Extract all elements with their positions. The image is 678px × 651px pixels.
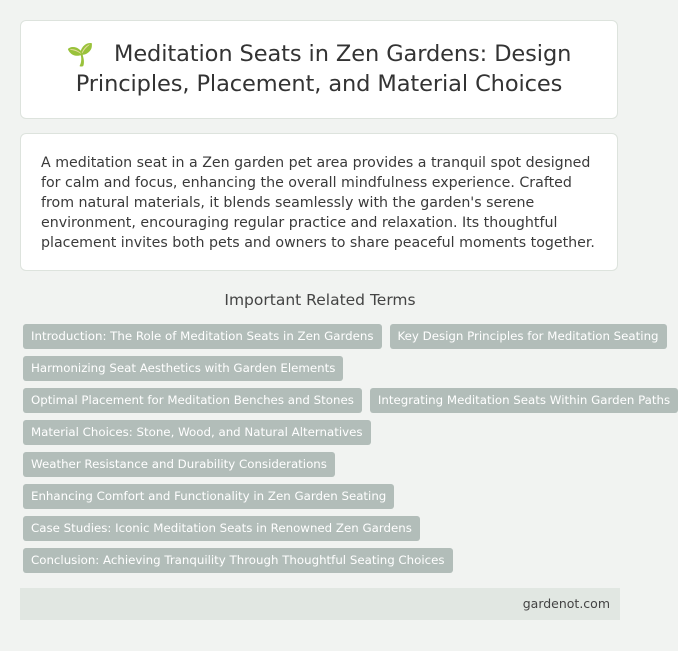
related-term-tag[interactable]: Weather Resistance and Durability Considerations bbox=[23, 452, 335, 477]
tag-row bbox=[23, 356, 623, 381]
related-term-tag[interactable]: Key Design Principles for Meditation Seating bbox=[390, 324, 667, 349]
tag-row bbox=[23, 452, 623, 477]
related-term-tag[interactable]: Integrating Meditation Seats Within Garden Paths bbox=[370, 388, 678, 413]
related-term-tag[interactable]: Case Studies: Iconic Meditation Seats in Renowned Zen Gardens bbox=[23, 516, 420, 541]
related-term-tag[interactable]: Enhancing Comfort and Functionality in Zen Garden Seating bbox=[23, 484, 394, 509]
tag-row bbox=[23, 388, 671, 413]
page-title bbox=[21, 40, 617, 99]
intro-paragraph: A meditation seat in a Zen garden pet area provides a tranquil spot designed for calm and focus, enhancing the overall mindfulness experience. Crafted from natural materials, it blends seamlessly with the garden's serene environment, encouraging regular practice and relaxation. Its thoughtful placement invites both pets and owners to share peaceful moments together. bbox=[41, 155, 595, 251]
footer-site-link[interactable]: gardenot.com bbox=[522, 596, 610, 611]
footer bbox=[20, 588, 620, 620]
related-term-tag[interactable]: Conclusion: Achieving Tranquility Through Thoughtful Seating Choices bbox=[23, 548, 453, 573]
tag-row bbox=[23, 484, 623, 509]
tag-row bbox=[23, 324, 659, 349]
title-card bbox=[20, 20, 618, 119]
related-terms-heading: Important Related Terms bbox=[224, 291, 416, 309]
page-title-text: Meditation Seats in Zen Gardens: Design Principles, Placement, and Material Choices bbox=[75, 41, 572, 97]
related-term-tag[interactable]: Material Choices: Stone, Wood, and Natural Alternatives bbox=[23, 420, 371, 445]
tag-row bbox=[23, 516, 623, 541]
intro-card bbox=[20, 133, 618, 271]
related-term-tag[interactable]: Optimal Placement for Meditation Benches and Stones bbox=[23, 388, 362, 413]
seedling-icon: 🌱 bbox=[66, 43, 94, 68]
related-term-tag[interactable]: Harmonizing Seat Aesthetics with Garden Elements bbox=[23, 356, 343, 381]
related-terms-list bbox=[23, 324, 671, 580]
tag-row bbox=[23, 420, 623, 445]
related-term-tag[interactable]: Introduction: The Role of Meditation Seats in Zen Gardens bbox=[23, 324, 382, 349]
tag-row bbox=[23, 548, 623, 573]
